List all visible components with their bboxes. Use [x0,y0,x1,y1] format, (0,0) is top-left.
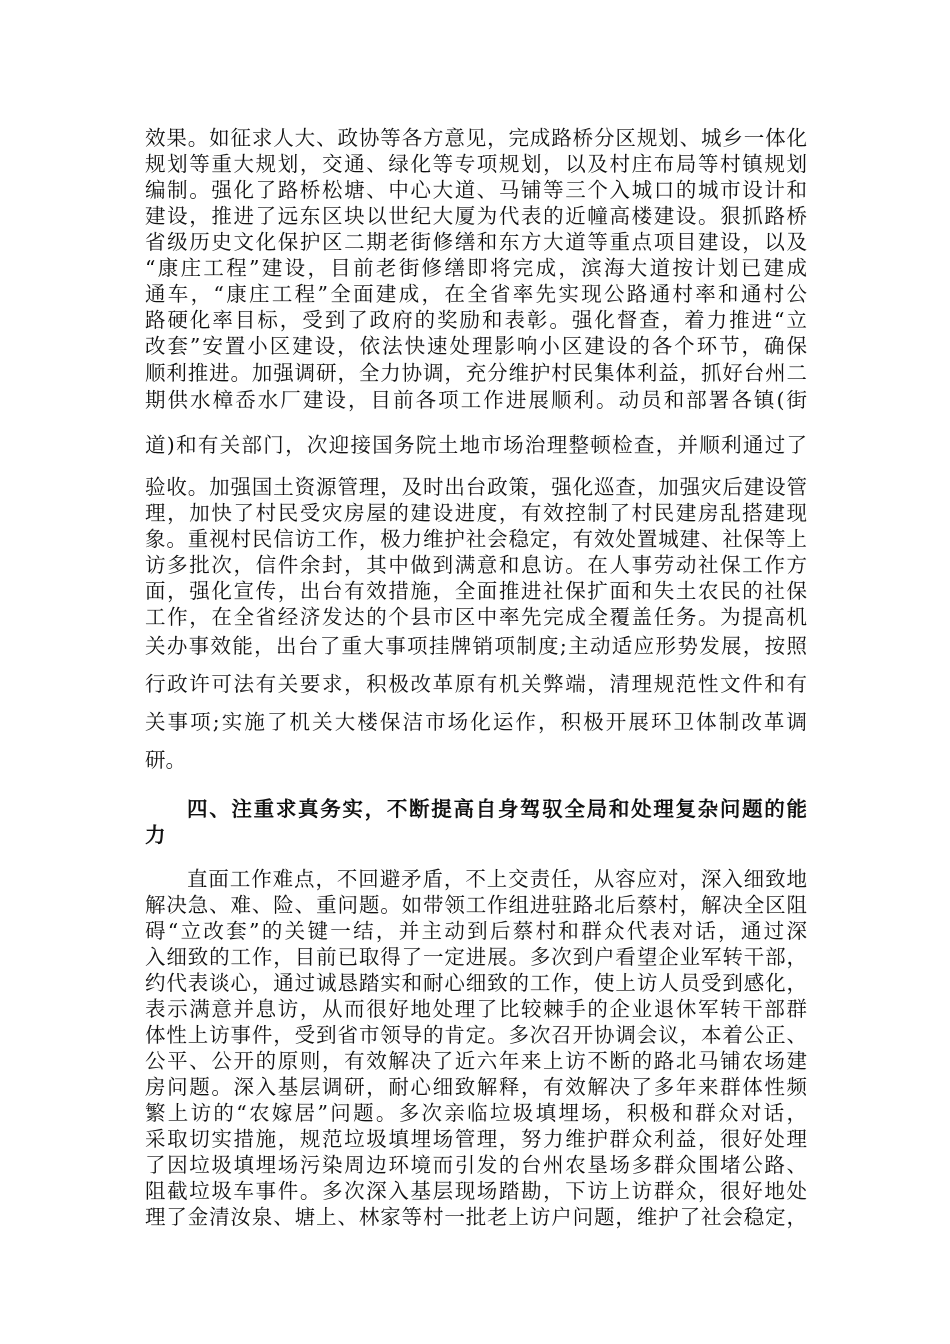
body-text-line: 关办事效能，出台了重大事项挂牌销项制度;主动适应形势发展，按照 [145,634,807,658]
body-text-line: 表示满意并息访，从而很好地处理了比较棘手的企业退休军转干部群 [145,997,807,1021]
body-text-line: 通车，“康庄工程”全面建成，在全省率先实现公路通村率和通村公 [145,282,807,306]
body-text-line: 规划等重大规划，交通、绿化等专项规划，以及村庄布局等村镇规划 [145,152,807,176]
body-text-line: 路硬化率目标，受到了政府的奖励和表彰。强化督查，着力推进“立 [145,308,807,332]
body-text-line: 研。 [145,748,186,772]
section-heading-continued: 力 [145,823,166,847]
body-text-line: 直面工作难点，不回避矛盾，不上交责任，从容应对，深入细致地 [187,867,807,891]
body-text-line: 公平、公开的原则，有效解决了近六年来上访不断的路北马铺农场建 [145,1049,807,1073]
body-text-line: 关事项;实施了机关大楼保洁市场化运作，积极开展环卫体制改革调 [145,710,807,734]
body-text-line: 编制。强化了路桥松塘、中心大道、马铺等三个入城口的城市设计和 [145,178,807,202]
body-text-line: 建设，推进了远东区块以世纪大厦为代表的近幢高楼建设。狠抓路桥 [145,204,807,228]
body-text-line: 碍“立改套”的关键一结，并主动到后蔡村和群众代表对话，通过深 [145,919,807,943]
body-text-line: 访多批次，信件余封，其中做到满意和息访。在人事劳动社保工作方 [145,553,807,577]
body-text-line: 体性上访事件，受到省市领导的肯定。多次召开协调会议，本着公正、 [145,1023,807,1047]
body-text-line: 道)和有关部门，次迎接国务院土地市场治理整顿检查，并顺利通过了 [145,433,807,457]
body-text-line: 工作，在全省经济发达的个县市区中率先完成全覆盖任务。为提高机 [145,605,807,629]
body-text-line: 理了金清汝泉、塘上、林家等村一批老上访户问题，维护了社会稳定， [145,1205,807,1229]
body-text-line: 面，强化宣传，出台有效措施，全面推进社保扩面和失土农民的社保 [145,579,807,603]
body-text-line: 顺利推进。加强调研，全力协调，充分维护村民集体利益，抓好台州二 [145,361,807,385]
body-text-line: 采取切实措施，规范垃圾填埋场管理，努力维护群众利益，很好处理 [145,1127,807,1151]
body-text-line: 行政许可法有关要求，积极改革原有机关弊端，清理规范性文件和有 [145,672,807,696]
body-text-line: 阻截垃圾车事件。多次深入基层现场踏勘，下访上访群众，很好地处 [145,1179,807,1203]
body-text-line: “康庄工程”建设，目前老街修缮即将完成，滨海大道按计划已建成 [145,256,807,280]
body-text-line: 省级历史文化保护区二期老街修缮和东方大道等重点项目建设，以及 [145,230,807,254]
body-text-line: 繁上访的“农嫁居”问题。多次亲临垃圾填埋场，积极和群众对话， [145,1101,807,1125]
body-text-line: 了因垃圾填埋场污染周边环境而引发的台州农垦场多群众围堵公路、 [145,1153,807,1177]
body-text-line: 约代表谈心，通过诚恳踏实和耐心细致的工作，使上访人员受到感化， [145,971,807,995]
body-text-line: 验收。加强国土资源管理，及时出台政策，强化巡查，加强灾后建设管 [145,475,807,499]
section-heading: 四、注重求真务实，不断提高自身驾驭全局和处理复杂问题的能 [187,797,807,821]
body-text-line: 改套”安置小区建设，依法快速处理影响小区建设的各个环节，确保 [145,334,807,358]
body-text-line: 解决急、难、险、重问题。如带领工作组进驻路北后蔡村，解决全区阻 [145,893,807,917]
body-text-line: 入细致的工作，目前已取得了一定进展。多次到户看望企业军转干部， [145,945,807,969]
body-text-line: 期供水樟岙水厂建设，目前各项工作进展顺利。动员和部署各镇(街 [145,388,807,412]
body-text-line: 象。重视村民信访工作，极力维护社会稳定，有效处置城建、社保等上 [145,527,807,551]
body-text-line: 效果。如征求人大、政协等各方意见，完成路桥分区规划、城乡一体化 [145,126,807,150]
body-text-line: 房问题。深入基层调研，耐心细致解释，有效解决了多年来群体性频 [145,1075,807,1099]
body-text-line: 理，加快了村民受灾房屋的建设进度，有效控制了村民建房乱搭建现 [145,501,807,525]
